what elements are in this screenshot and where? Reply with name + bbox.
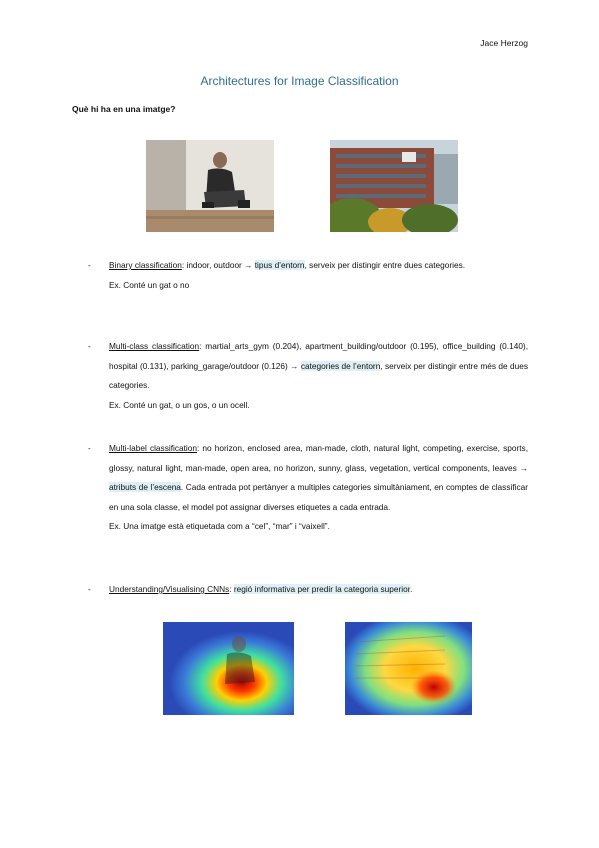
item-text: , serveix per distingir entre més de dues categories. [109, 360, 528, 390]
building-heatmap [345, 622, 472, 715]
author-name: Jace Herzog [480, 38, 528, 48]
highlight-cnn: regió informativa per predir la categoria superior [233, 584, 411, 594]
list-dash: - [88, 443, 91, 453]
list-item-multiclass [88, 337, 528, 415]
list-dash: - [88, 260, 91, 270]
man-sitting-photo [146, 140, 274, 232]
list-dash: - [88, 341, 91, 351]
list-item-binary [88, 256, 528, 295]
man-heatmap [163, 622, 294, 715]
highlight-binary: tipus d’entorn [254, 260, 305, 270]
highlight-multiclass: categories de l’entorn [300, 360, 381, 371]
item-text: : indoor, outdoor → [181, 260, 255, 270]
item-text: : no horizon, enclosed area, man-made, cloth, natural light, competing, exercise, sports, glossy, natural light, man-made, open area, no horizon, sunny, glass, vegetation, vertical components, leaves → [109, 443, 528, 473]
term-cnn: Understanding/Visualising CNNs [109, 584, 230, 594]
item-text: . [410, 584, 413, 594]
page-title: Architectures for Image Classification [200, 74, 399, 88]
example-text: Ex. Conté un gat, o un gos, o un ocell. [109, 399, 250, 410]
item-text: . Cada entrada pot pertànyer a multiples categories simultàniament, en comptes de classificar en una sola classe, el model pot assignar diverses etiquetes a cada entrada. [109, 482, 528, 512]
term-binary: Binary classification [109, 260, 182, 270]
item-text: : [229, 584, 234, 594]
term-multilabel: Multi-label classification [109, 443, 197, 453]
item-text: , serveix per distingir entre dues categories. [304, 260, 466, 270]
example-text: Ex. Conté un gat o no [109, 279, 190, 290]
list-item-multilabel [88, 439, 528, 537]
list-dash: - [88, 584, 91, 594]
section-question: Què hi ha en una imatge? [72, 104, 176, 114]
building-photo [330, 140, 458, 232]
list-item-cnn [88, 580, 528, 600]
example-text: Ex. Una imatge està etiquetada com a “cel”, “mar” i “vaixell”. [109, 521, 330, 531]
highlight-multilabel: atributs de l’escena [109, 482, 181, 492]
term-multiclass: Multi-class classification [109, 341, 200, 351]
item-text: : martial_arts_gym (0.204), apartment_building/outdoor (0.195), office_building (0.140), hospital (0.131), parking_garage/outdoor (0.126) → [109, 341, 528, 371]
